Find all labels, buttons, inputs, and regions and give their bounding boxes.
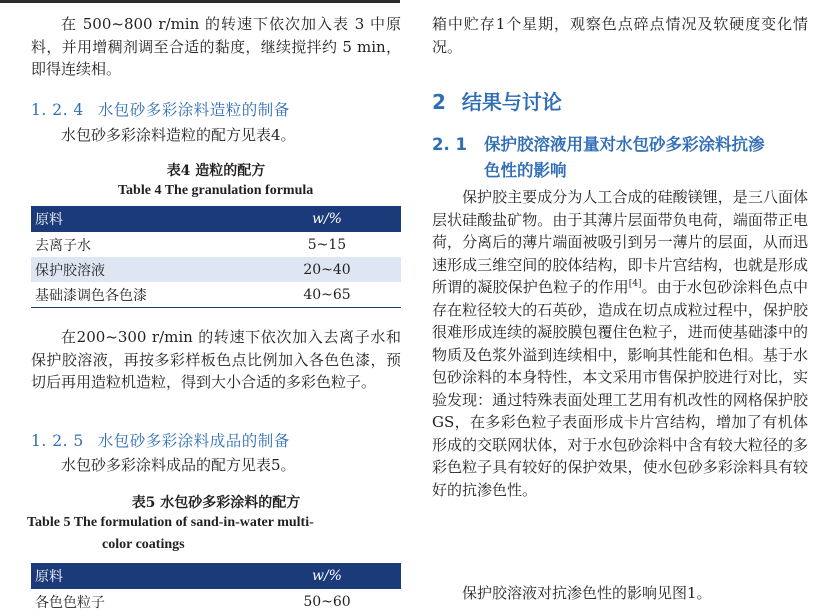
column-header-unit: w/% [311, 568, 342, 584]
section-title-line1: 保护胶溶液用量对水包砂多彩涂料抗渗 [484, 135, 765, 154]
section-heading-1-2-4 [31, 98, 290, 120]
paragraph-text: 保护胶主要成分为人工合成的硅酸镁锂，是三八面体层状硅酸盐矿物。由于其薄片层面带负电荷，端面带正电荷，分离后的薄片端面被吸引到另一薄片的层面，从而迅速形成三维空间的胶体结构，即卡片宫结构，也就是形成所谓的凝胶保护色粒子的作用 [432, 188, 808, 296]
paragraph: 保护胶溶液对抗渗色性的影响见图1。 [462, 584, 712, 602]
section-number: 2. 1 [432, 135, 467, 154]
cell-material: 去离子水 [35, 237, 91, 254]
cell-value: 20~40 [303, 261, 351, 278]
table5-caption-en-line1: Table 5 The formulation of sand-in-water multi- [27, 515, 314, 530]
cell-material: 基础漆调色各色漆 [35, 287, 147, 304]
paragraph: 水包砂多彩涂料成品的配方见表5。 [61, 456, 296, 474]
section-heading-2 [432, 86, 562, 115]
column-header-material: 原料 [35, 569, 63, 585]
paragraph: 在 500~800 r/min 的转速下依次加入表 3 中原料，并用增稠剂调至合适的黏度，继续搅拌约 5 min，即得连续相。 [31, 15, 401, 78]
table-row [31, 232, 401, 257]
table-header-row [31, 206, 401, 232]
section-heading-1-2-5 [31, 429, 290, 451]
section-number: 1. 2. 4 [31, 101, 84, 119]
paragraph: 箱中贮存1个星期，观察色点碎点情况及软硬度变化情况。 [432, 15, 808, 56]
cell-value: 5~15 [307, 236, 347, 253]
paragraph: 在200~300 r/min 的转速下依次加入去离子水和保护胶溶液，再按多彩样板色点比例加入各色色漆，预切后再用造粒机造粒，得到大小合适的多彩色粒子。 [31, 328, 401, 391]
cell-material: 保护胶溶液 [35, 262, 105, 279]
paragraph: 水包砂多彩涂料造粒的配方见表4。 [61, 126, 296, 144]
section-number: 1. 2. 5 [31, 432, 84, 450]
cell-value: 50~60 [303, 593, 351, 610]
section-heading-2-1 [432, 132, 812, 184]
table5-caption-en-line2: color coatings [102, 537, 185, 552]
table-header-row [31, 563, 401, 589]
table4-caption-en: Table 4 The granulation formula [118, 183, 314, 198]
column-header-material: 原料 [35, 212, 63, 228]
section-title: 水包砂多彩涂料造粒的制备 [97, 101, 290, 119]
table-row [31, 282, 401, 308]
paragraph-text: 。由于水包砂涂料色点中存在粒径较大的石英砂，造成在切点成粒过程中，保护胶很难形成连续的凝胶膜包覆住色粒子，进而使基础漆中的物质及色浆外溢到连续相中，影响其性能和色相。基于水包砂涂料的本身特性，本文采用市售保护胶进行对比，实验发现：通过特殊表面处理工艺用有机改性的网格保护胶 GS，在多彩色粒子表面形成卡片宫结构，增加了有机体形成的交联网状体，对于水包砂涂料中含有较大粒径的多彩色粒子具有较好的保护效果，使水包砂多彩涂料具有较好的抗渗色性。 [432, 278, 808, 499]
cell-value: 40~65 [303, 286, 351, 303]
cell-material: 各色色粒子 [35, 594, 105, 611]
section-title: 结果与讨论 [461, 90, 562, 114]
section-title-line2: 色性的影响 [484, 161, 567, 180]
citation-ref: [4] [628, 279, 642, 289]
top-rule [0, 0, 400, 3]
table-row [31, 257, 401, 282]
paragraph [432, 186, 808, 501]
table-row [31, 589, 401, 614]
section-title: 水包砂多彩涂料成品的制备 [97, 432, 290, 450]
section-number: 2 [432, 90, 446, 114]
column-header-unit: w/% [311, 211, 342, 227]
table4-caption-cn: 表4 造粒的配方 [166, 163, 266, 179]
table5 [31, 563, 401, 614]
table4 [31, 206, 401, 308]
table5-caption-cn: 表5 水包砂多彩涂料的配方 [131, 495, 301, 511]
